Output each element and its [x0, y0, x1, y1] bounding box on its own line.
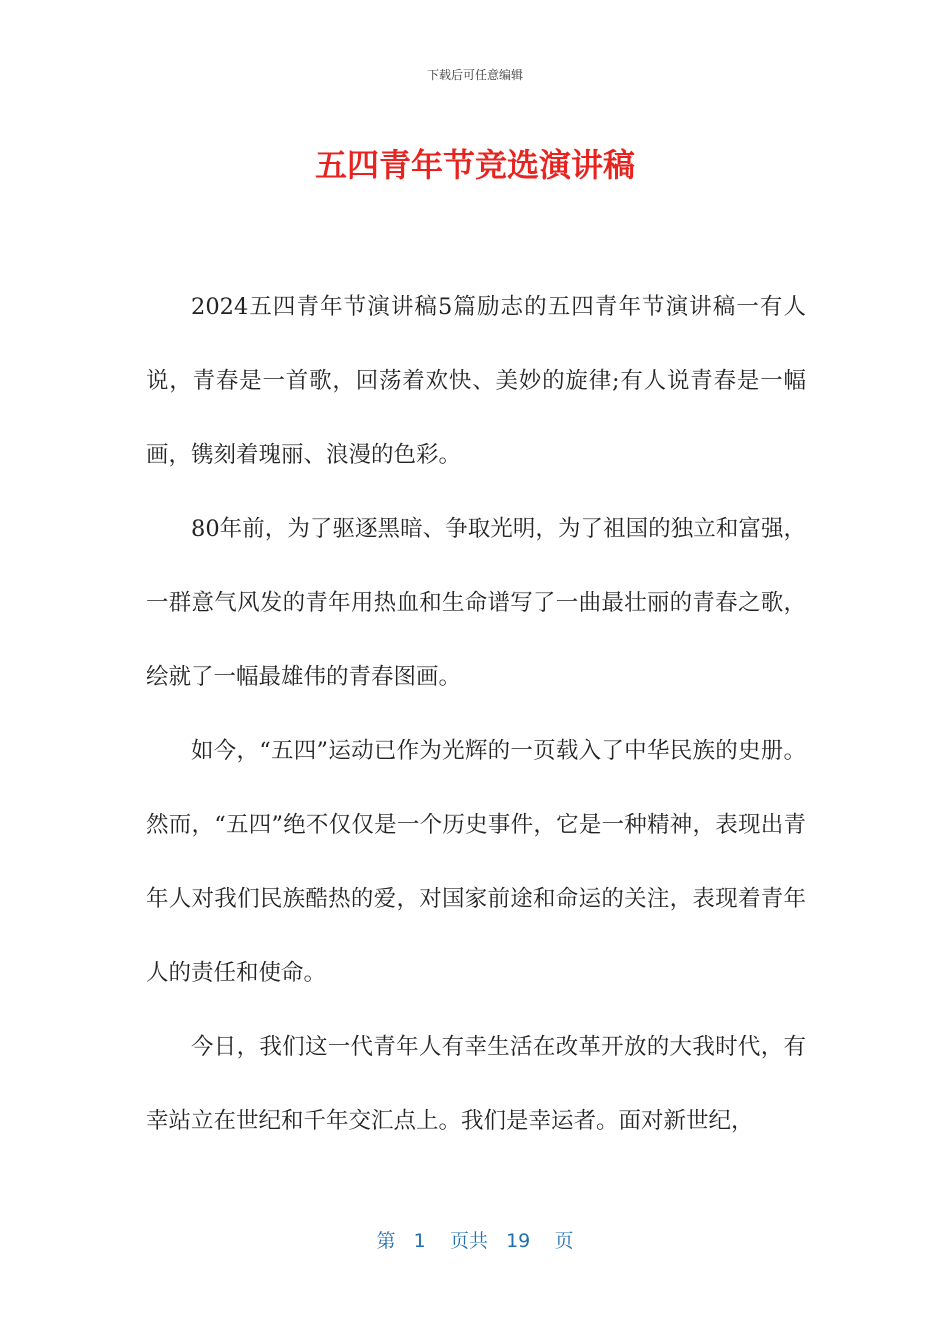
document-body — [146, 270, 806, 1158]
paragraph-2: 80年前，为了驱逐黑暗、争取光明，为了祖国的独立和富强，一群意气风发的青年用热血和生命谱写了一曲最壮丽的青春之歌，绘就了一幅最雄伟的青春图画。 — [146, 516, 806, 690]
paragraph-4: 今日，我们这一代青年人有幸生活在改革开放的大我时代，有幸站立在世纪和千年交汇点上。我们是幸运者。面对新世纪， — [146, 1034, 806, 1134]
footer-current-page: 1 — [413, 1230, 426, 1252]
footer-total-pages: 19 — [506, 1230, 531, 1252]
footer-middle: 页共 — [449, 1230, 488, 1252]
footer-suffix: 页 — [554, 1230, 574, 1252]
document-title: 五四青年节竞选演讲稿 — [314, 146, 635, 184]
page-footer — [0, 1226, 950, 1253]
paragraph-3: 如今，“五四”运动已作为光辉的一页载入了中华民族的史册。然而，“五四”绝不仅仅是一个历史事件，它是一种精神，表现出青年人对我们民族酷热的爱，对国家前途和命运的关注，表现着青年人的责任和使命。 — [146, 738, 806, 986]
paragraph-1: 2024五四青年节演讲稿5篇励志的五四青年节演讲稿一有人说，青春是一首歌，回荡着欢快、美妙的旋律;有人说青春是一幅画，镌刻着瑰丽、浪漫的色彩。 — [146, 294, 806, 468]
header-note: 下载后可任意编辑 — [426, 68, 523, 82]
footer-prefix: 第 — [376, 1230, 396, 1252]
